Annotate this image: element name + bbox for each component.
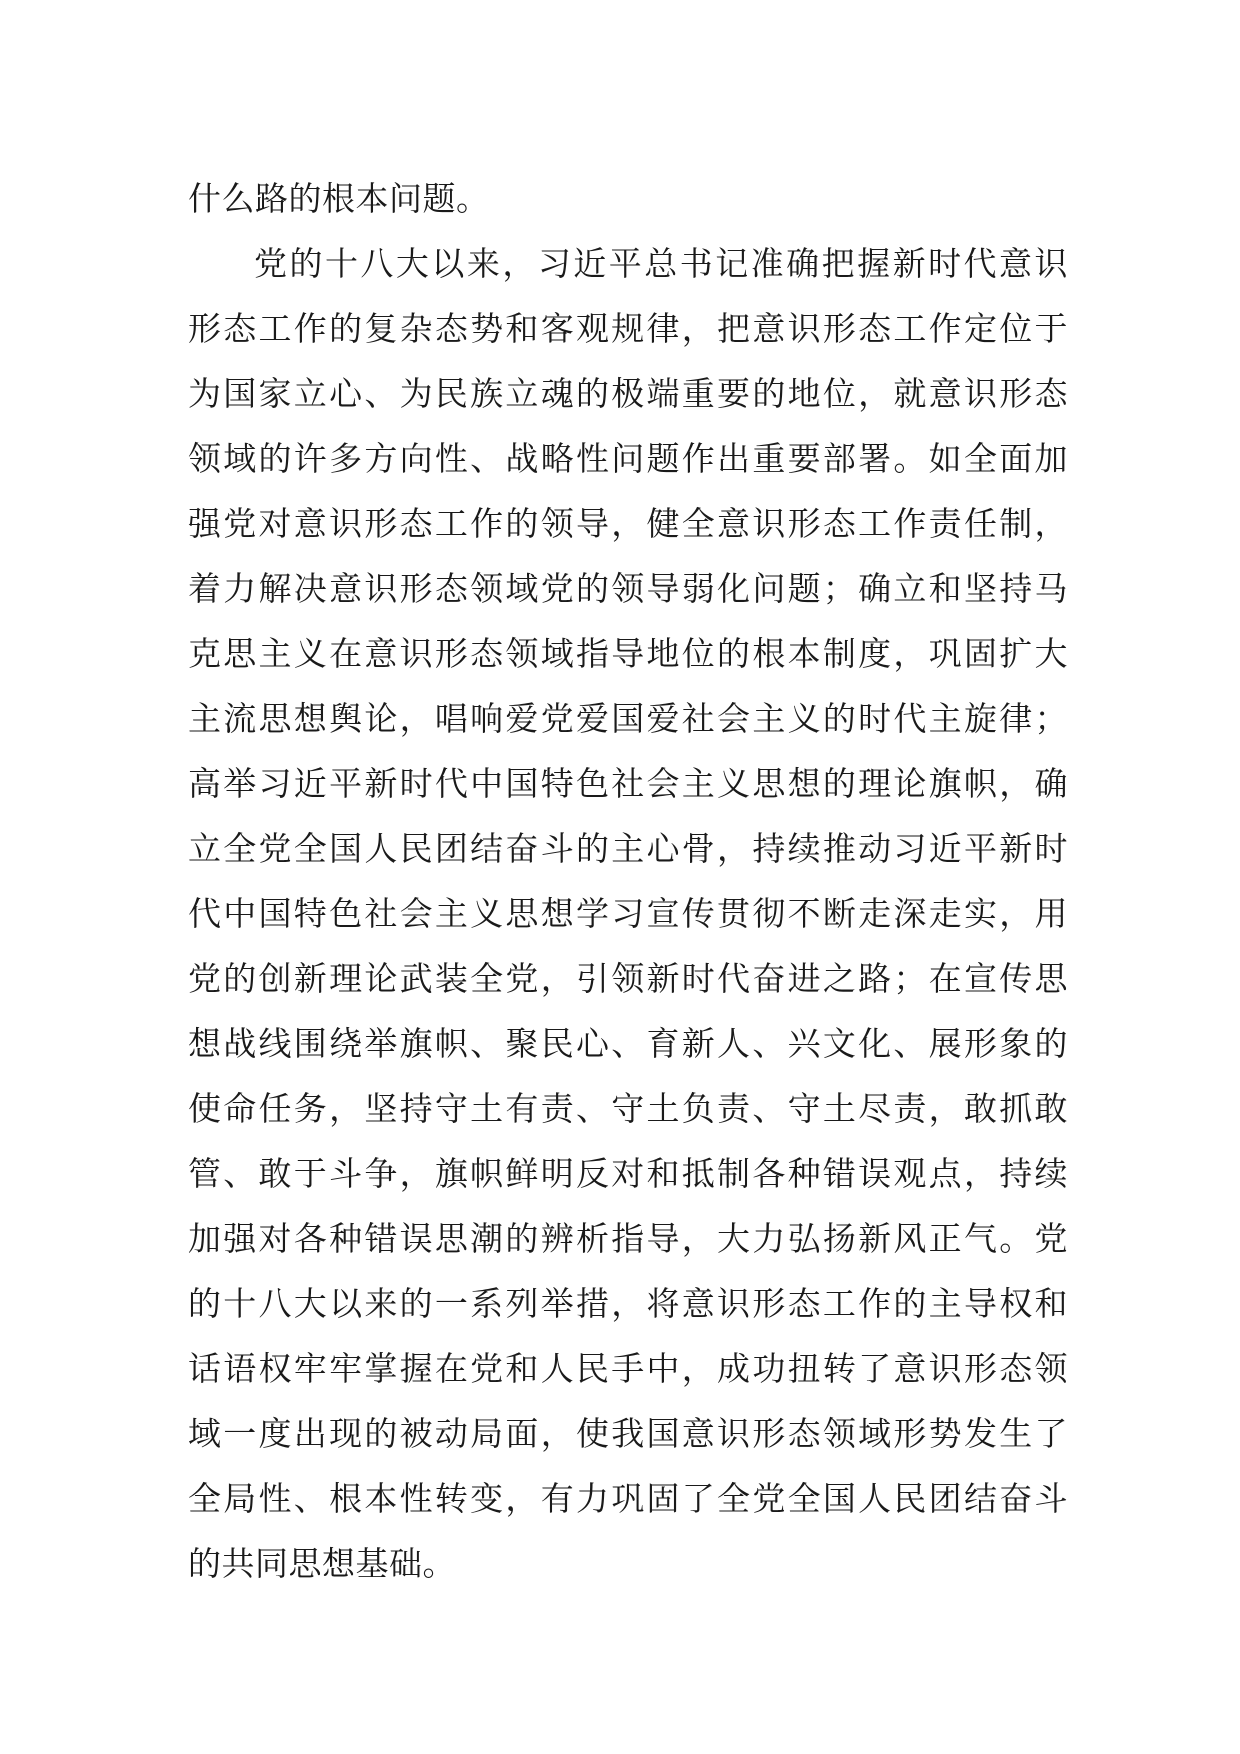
text-line-2: 党的十八大以来，习近平总书记准确把握新时代意识 [254,244,1068,283]
text-line-8: 克思主义在意识形态领域指导地位的根本制度，巩固扩大 [188,634,1068,673]
text-line-15: 使命任务，坚持守土有责、守土负责、守土尽责，敢抓敢 [188,1089,1068,1128]
text-line-10: 高举习近平新时代中国特色社会主义思想的理论旗帜，确 [188,764,1068,803]
text-line-5: 领域的许多方向性、战略性问题作出重要部署。如全面加 [188,439,1068,478]
text-line-6: 强党对意识形态工作的领导，健全意识形态工作责任制， [188,504,1068,543]
text-line-21: 全局性、根本性转变，有力巩固了全党全国人民团结奋斗 [188,1479,1068,1518]
text-line-17: 加强对各种错误思潮的辨析指导，大力弘扬新风正气。党 [188,1219,1068,1258]
text-line-18: 的十八大以来的一系列举措，将意识形态工作的主导权和 [188,1284,1068,1323]
text-line-1: 什么路的根本问题。 [188,179,490,218]
text-line-16: 管、敢于斗争，旗帜鲜明反对和抵制各种错误观点，持续 [188,1154,1068,1193]
body-text [188,166,1068,1596]
text-line-20: 域一度出现的被动局面，使我国意识形态领域形势发生了 [188,1414,1068,1453]
text-line-11: 立全党全国人民团结奋斗的主心骨，持续推动习近平新时 [188,829,1068,868]
text-line-9: 主流思想舆论，唱响爱党爱国爱社会主义的时代主旋律； [188,699,1068,738]
text-line-4: 为国家立心、为民族立魂的极端重要的地位，就意识形态 [188,374,1068,413]
text-line-3: 形态工作的复杂态势和客观规律，把意识形态工作定位于 [188,309,1068,348]
text-line-12: 代中国特色社会主义思想学习宣传贯彻不断走深走实，用 [188,894,1068,933]
text-line-7: 着力解决意识形态领域党的领导弱化问题；确立和坚持马 [188,569,1068,608]
text-line-19: 话语权牢牢掌握在党和人民手中，成功扭转了意识形态领 [188,1349,1068,1388]
text-line-13: 党的创新理论武装全党，引领新时代奋进之路；在宣传思 [188,959,1068,998]
text-line-22: 的共同思想基础。 [188,1544,456,1583]
text-line-14: 想战线围绕举旗帜、聚民心、育新人、兴文化、展形象的 [188,1024,1068,1063]
